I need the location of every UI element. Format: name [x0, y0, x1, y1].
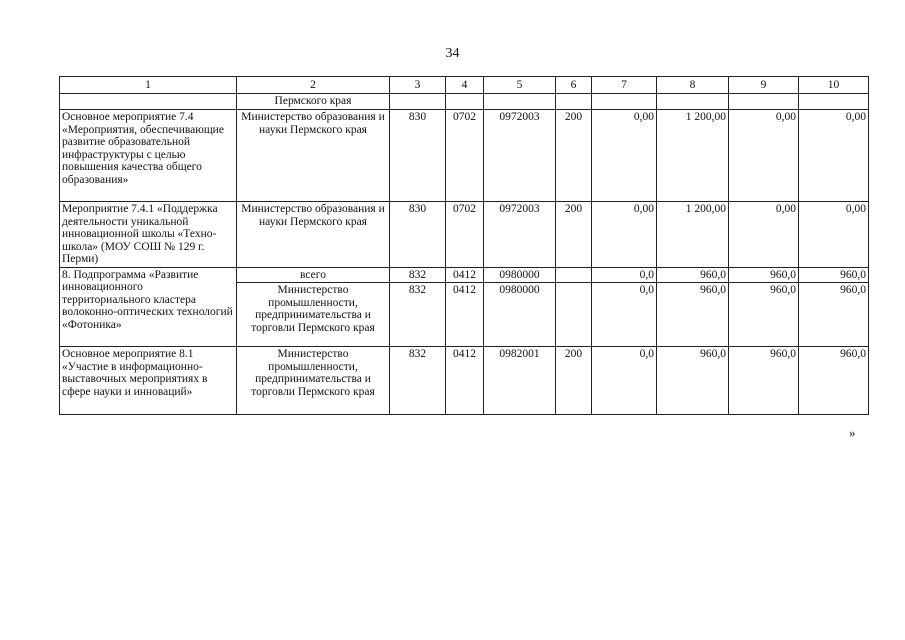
table-row	[60, 202, 869, 268]
column-header: 7	[592, 77, 657, 94]
organization-cell: Пермского края	[237, 94, 390, 110]
table-header-row	[60, 77, 869, 94]
column-header: 8	[657, 77, 729, 94]
cell-col4: 0702	[446, 110, 484, 202]
cell-col5: 0972003	[484, 110, 556, 202]
column-header: 1	[60, 77, 237, 94]
cell-col4: 0412	[446, 347, 484, 415]
cell-col7: 0,0	[592, 283, 657, 347]
column-header: 3	[390, 77, 446, 94]
budget-table	[59, 76, 869, 415]
organization-cell: Министерство промышленности, предпринимательства и торговли Пермского края	[237, 283, 390, 347]
cell-col7: 0,0	[592, 347, 657, 415]
cell-col8	[657, 94, 729, 110]
cell-col7: 0,00	[592, 110, 657, 202]
column-header: 6	[556, 77, 592, 94]
cell-col3: 832	[390, 347, 446, 415]
cell-col10: 960,0	[799, 347, 869, 415]
cell-col10: 960,0	[799, 283, 869, 347]
program-name-cell: Основное мероприятие 8.1 «Участие в информационно-выставочных мероприятиях в сфере науки и инноваций»	[60, 347, 237, 415]
organization-cell: Министерство промышленности, предпринимательства и торговли Пермского края	[237, 347, 390, 415]
table-row	[60, 347, 869, 415]
cell-col8: 1 200,00	[657, 202, 729, 268]
cell-col3: 830	[390, 202, 446, 268]
cell-col3: 832	[390, 283, 446, 347]
organization-cell: всего	[237, 267, 390, 283]
cell-col3	[390, 94, 446, 110]
cell-col4: 0702	[446, 202, 484, 268]
cell-col9: 0,00	[729, 110, 799, 202]
cell-col10: 0,00	[799, 110, 869, 202]
program-name-cell	[60, 94, 237, 110]
program-name-cell: 8. Подпрограмма «Развитие инновационного территориального кластера волоконно-оптических технологий «Фотоника»	[60, 267, 237, 347]
page-number: 34	[445, 46, 460, 61]
cell-col6: 200	[556, 110, 592, 202]
cell-col10: 960,0	[799, 267, 869, 283]
cell-col5	[484, 94, 556, 110]
cell-col6: 200	[556, 202, 592, 268]
table-row	[60, 267, 869, 283]
column-header: 10	[799, 77, 869, 94]
cell-col9: 960,0	[729, 283, 799, 347]
cell-col7: 0,00	[592, 202, 657, 268]
column-header: 9	[729, 77, 799, 94]
program-name-cell: Основное мероприятие 7.4 «Мероприятия, обеспечивающие развитие образовательной инфраструктуры с целью повышения качества общего образования»	[60, 110, 237, 202]
cell-col9	[729, 94, 799, 110]
cell-col6: 200	[556, 347, 592, 415]
cell-col5: 0982001	[484, 347, 556, 415]
cell-col5: 0972003	[484, 202, 556, 268]
cell-col4: 0412	[446, 267, 484, 283]
closing-quote-mark: »	[849, 425, 856, 440]
cell-col6	[556, 94, 592, 110]
cell-col9: 0,00	[729, 202, 799, 268]
cell-col4	[446, 94, 484, 110]
cell-col4: 0412	[446, 283, 484, 347]
cell-col5: 0980000	[484, 267, 556, 283]
cell-col3: 832	[390, 267, 446, 283]
cell-col5: 0980000	[484, 283, 556, 347]
cell-col9: 960,0	[729, 347, 799, 415]
cell-col8: 960,0	[657, 347, 729, 415]
column-header: 4	[446, 77, 484, 94]
column-header: 5	[484, 77, 556, 94]
organization-cell: Министерство образования и науки Пермского края	[237, 110, 390, 202]
cell-col6	[556, 283, 592, 347]
cell-col9: 960,0	[729, 267, 799, 283]
cell-col8: 960,0	[657, 267, 729, 283]
program-name-cell: Мероприятие 7.4.1 «Поддержка деятельности уникальной инновационной школы «Техно-школа» (МОУ СОШ № 129 г. Перми)	[60, 202, 237, 268]
cell-col7: 0,0	[592, 267, 657, 283]
table-row	[60, 110, 869, 202]
cell-col3: 830	[390, 110, 446, 202]
cell-col8: 1 200,00	[657, 110, 729, 202]
cell-col6	[556, 267, 592, 283]
column-header: 2	[237, 77, 390, 94]
cell-col10	[799, 94, 869, 110]
table-row	[60, 94, 869, 110]
cell-col10: 0,00	[799, 202, 869, 268]
cell-col8: 960,0	[657, 283, 729, 347]
cell-col7	[592, 94, 657, 110]
organization-cell: Министерство образования и науки Пермского края	[237, 202, 390, 268]
